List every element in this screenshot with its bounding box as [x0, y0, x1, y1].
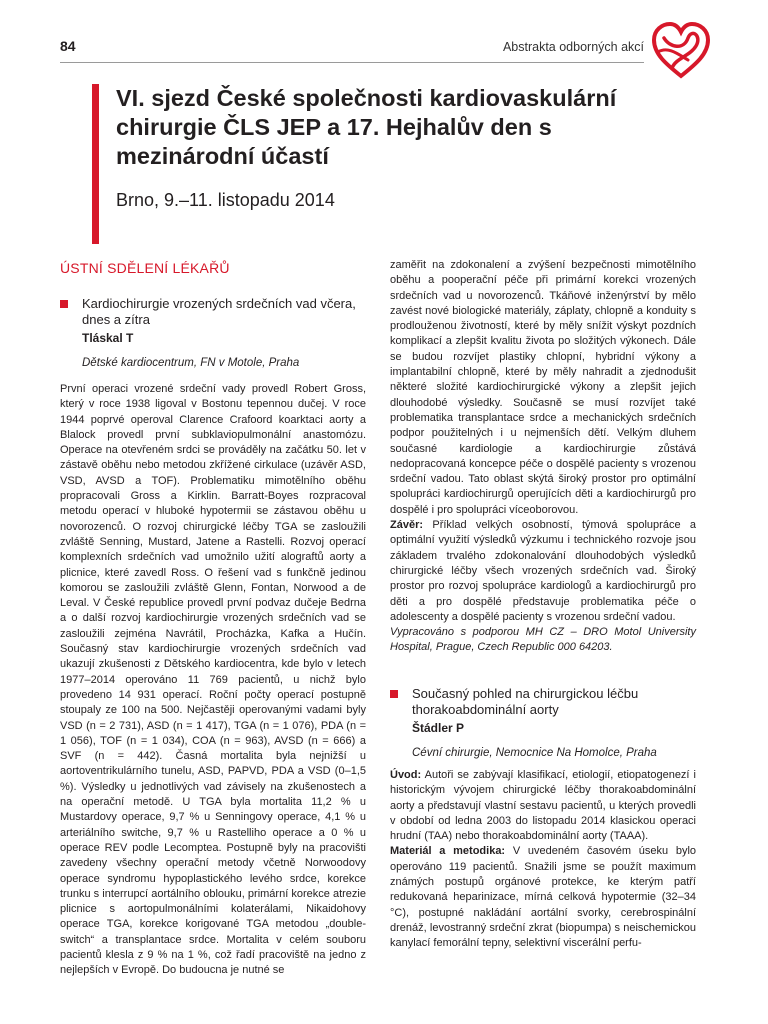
abstract-1-paragraph-cont: zaměřit na zdokonalení a zvýšení bezpečnosti mimotělního oběhu a pooperační péče při primární korekci vrozených srdečních vad u novorozenců. Tkáňové inženýrství by mělo zavést nové biologické materiály, záplaty, chlopně a konduity s prodlouženou životností, které by měly snížit výskyt pozdních komplikací a zlepšit kvalitu života po složitých výkonech. Dále se budou rozvíjet plastiky chlopní, hybridní výkony a implantabilní chlopně, které by měly nahradit a zjednodušit některé složité kardiochirurgické výkony a zlepšit jejich dlouhodobé výsledky. Současně se musí rozvíjet také problematika transplantace srdce a mechanických srdečních podpor použitelných i u nejmenších dětí. Velkým dluhem současné kardiologie a kardiochirurgie zůstává nedopracovaná koncepce péče o dospělé pacienty s vrozenou srdeční vadou. Tato oblast skýtá široký prostor pro optimální spolupráci kardiochirurgů operujících děti a kardiochirurgů pro dospělé i pro spolupráci víceoborovou. — [390, 259, 696, 516]
intro-text: Autoři se zabývají klasifikací, etiologií, etiopatogenezí i historickým vývojem chirurgické léčby thorakoabdominální aorty a představují vlastní sestavu pacientů, u kterých provedli v období od ledna 2003 do listopadu 2014 klasickou operaci hrudní (TAA) nebo thorakoabdominální aorty (TAAA). — [390, 769, 696, 843]
abstract-2-body — [390, 768, 696, 952]
section-heading: ÚSTNÍ SDĚLENÍ LÉKAŘŮ — [60, 260, 230, 276]
running-head: Abstrakta odborných akcí — [502, 40, 644, 54]
abstract-2-title: Současný pohled na chirurgickou léčbu thorakoabdominální aorty — [412, 686, 639, 717]
page-number: 84 — [60, 38, 76, 54]
bullet-square-icon — [390, 690, 398, 698]
abstract-1-conclusion — [390, 518, 696, 625]
abstract-2-intro — [390, 768, 696, 844]
event-title: VI. sjezd České společnosti kardiovaskulární chirurgie ČLS JEP a 17. Hejhalův den s mezinárodní účastí — [116, 85, 617, 169]
abstract-1-paragraph: První operaci vrozené srdeční vady provedl Robert Gross, který v roce 1938 ligoval v Bostonu tepennou dučej. V roce 1944 poprvé operoval Clarence Crafoord koarktaci aorty a Blalock provedl první subklaviopulmonální anastomózu. Operace na otevřeném srdci se prováděly na začátku 50. let v zástavě oběhu nebo metodou zkřížené cirkulace (uzávěr ASD, VSD, AVSD a TOF). Problematiku mimotělního oběhu propracovali Gross a Kirklin. Barratt-Boyes rozpracoval metodu operací v hluboké hypotermii se zástavou oběhu u novorozenců. O rozvoj chirurgické léčby TGA se zasloužili zvláště Senning, Mustard, Jatene a Rastelli. Rozvoj operací komplexních srdečních vad umožnilo užití alograftů aorty a plicnice, které zavedl Ross. O řešení vad s funkčně jedinou komorou se zasloužili zvláště Glenn, Fontan, Norwood a de Leval. V České republice provedl první podvaz dučeje Bedrna a o další rozvoj kardiochirurgie vrozených srdečních vad se zasloužili zejména Navrátil, Procházka, Kafka a Hučín. Současný stav kardiochirurgie vrozených srdečních vad ukazují zkušenosti z Dětského kardiocentra, kde bylo v letech 1977–2014 operováno 11 769 pacientů, u nichž bylo provedeno 14 931 operací. Roční počty operací postupně stoupaly ze 100 na 500. Nejčastěji operovanými vadami byly VSD (n = 2 731), ASD (n = 1 417), TGA (n = 1 076), PDA (n = 1 056), TOF (n = 1 034), COA (n = 963), AVSD (n = 666) a SVF (n = 442). Časná mortalita byla nejnižší u aortoventrikulárního tunelu, ASD, PAPVD, PDA a VSD (0–1,5 %). Výsledky u jednotlivých vad závisely na zkušenostech a na operační metodě. U TGA byla mortalita 11,2 % u Mustardovy operace, 9,7 % u Senningovy operace, 4,1 % u arteriálního switche, 9,7 % u Rastelliho operace a 0 % u operace REV podle Lecomptea. Postupně byly na pracovišti zavedeny všechny operační metody včetně Norwoodovy operace syndromu hypoplastického levého srdce, korekce trunku s interrupcí aortálního oblouku, primární korekce atrezie plicnice s aortopulmonálními kolaterálami, Nikaidohovy operace TGA, korekce korigované TGA metodou „double-switch“ a transplantace srdce. Mortalita v celém souboru pacientů klesla z 9 % na 1 %, což řadí pracoviště na jedno z nejlepších v Evropě. Do budoucna je nutné se — [60, 383, 366, 977]
abstract-1-header — [60, 296, 366, 369]
abstract-2-affiliation: Cévní chirurgie, Nemocnice Na Homolce, Praha — [412, 747, 657, 759]
abstract-1-affiliation: Dětské kardiocentrum, FN v Motole, Praha — [82, 357, 300, 369]
abstract-2-author: Štádler P — [412, 721, 465, 735]
methods-text: V uvedeném časovém úseku bylo operováno 119 pacientů. Snažili jsme se použít maximum známých postupů orgánové protekce, ke kterým patří redukovaná heparinizace, mírná celková hypotermie (32–34 °C), postupné nakládání aortální svorky, cerebrospinální drenáž, levostranný srdeční zkrat (biopumpa) s neischemickou kanylací femorální tepny, selektivní viscerální perfu- — [390, 845, 697, 950]
abstract-1-body-right — [390, 258, 696, 656]
event-subtitle: Brno, 9.–11. listopadu 2014 — [116, 190, 335, 210]
bullet-square-icon — [60, 300, 68, 308]
abstract-1-funding: Vypracováno s podporou MH CZ – DRO Motol University Hospital, Prague, Czech Republic 000 64203. — [390, 626, 696, 654]
abstract-1-title: Kardiochirurgie vrozených srdečních vad včera, dnes a zítra — [82, 296, 356, 327]
conclusion-label: Závěr: — [390, 519, 424, 532]
title-accent-bar — [92, 84, 99, 244]
abstract-2-header — [390, 686, 696, 759]
header-rule — [60, 62, 644, 63]
abstract-1-author: Tláskal T — [82, 331, 134, 345]
intro-label: Úvod: — [390, 769, 422, 781]
heart-logo-icon — [648, 16, 714, 82]
abstract-2-methods — [390, 844, 696, 951]
methods-label: Materiál a metodika: — [390, 845, 506, 858]
abstract-1-body-left — [60, 382, 366, 979]
conclusion-text: Příklad velkých osobností, týmová spolupráce a optimální využití výsledků výzkumu i technického rozvoje jsou základem trvalého zdokonalování dlouhodobých výsledků chirurgické léčby všech vrozených srdečních vad. Široký prostor pro rozvoj spolupráce kardiologů a kardiochirurgů pro děti a pro dospělé představuje problematika péče o adolescenty a dospělé pacienty s vrozenou srdeční vadou. — [390, 519, 696, 623]
